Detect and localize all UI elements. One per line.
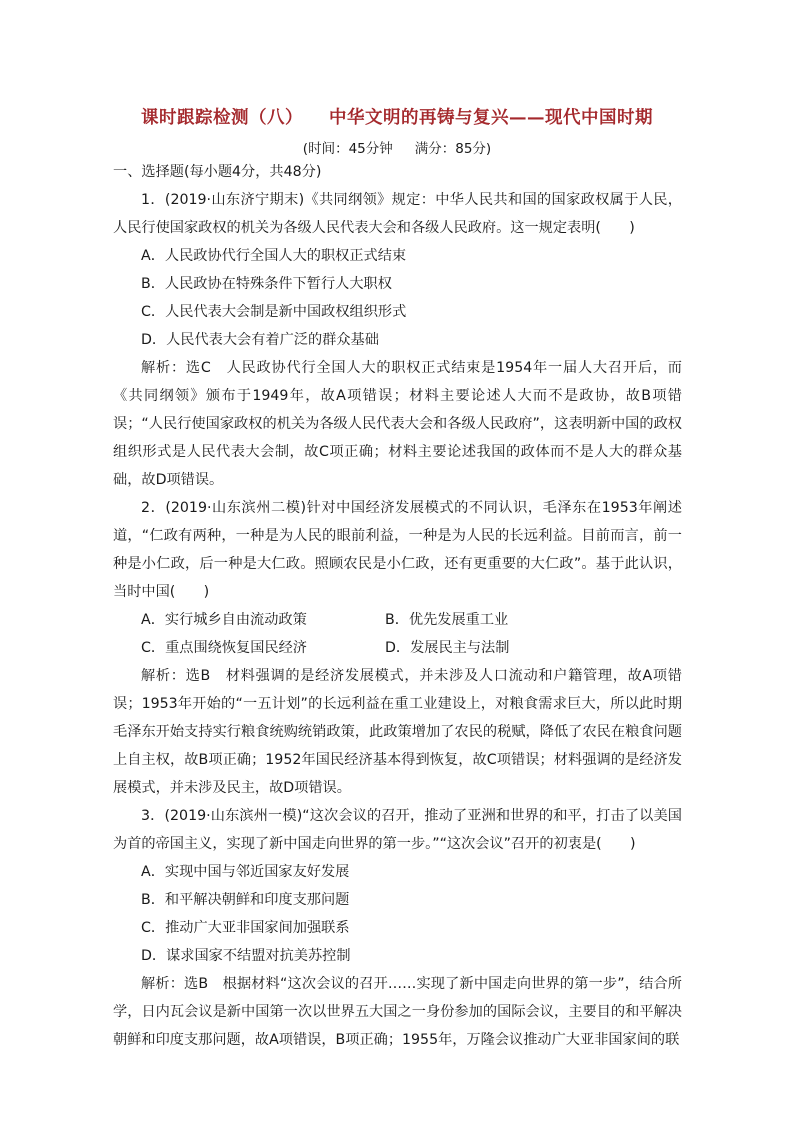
question-3-option-a: A．实现中国与邻近国家友好发展 <box>141 864 350 880</box>
question-3-option-c: C．推动广大亚非国家间加强联系 <box>141 920 350 936</box>
question-1-option-a: A．人民政协代行全国人大的职权正式结束 <box>141 248 407 264</box>
question-1-option-c: C．人民代表大会制是新中国政权组织形式 <box>141 304 407 320</box>
question-1-stem: 1．(2019·山东济宁期末)《共同纲领》规定：中华人民共和国的国家政权属于人民，人民行使国家政权的机关为各级人民代表大会和各级人民政府。这一规定表明( ) <box>113 192 682 236</box>
question-3-analysis: 解析：选B 根据材料“这次会议的召开……实现了新中国走向世界的第一步”，结合所学，日内瓦会议是新中国第一次以世界五大国之一身份参加的国际会议，主要目的和平解决朝鲜和印度支那问题，故A项错误，B项正确；1955年，万隆会议推动广大亚非国家间的联 <box>113 976 682 1048</box>
question-2-analysis: 解析：选B 材料强调的是经济发展模式，并未涉及人口流动和户籍管理，故A项错误；1953年开始的“一五计划”的长远利益在重工业建设上，对粮食需求巨大，所以此时期毛泽东开始支持实行粮食统购统销政策，此政策增加了农民的税赋，降低了农民在粮食问题上自主权，故B项正确；1952年国民经济基本得到恢复，故C项错误；材料强调的是经济发展模式，并未涉及民主，故D项错误。 <box>113 668 682 796</box>
page-title <box>0 104 794 129</box>
question-2-option-d: D．发展民主与法制 <box>385 640 510 656</box>
time-limit: (时间：45分钟 <box>302 141 393 157</box>
title-right: 中华文明的再铸与复兴——现代中国时期 <box>329 108 653 128</box>
question-3-stem: 3．(2019·山东滨州一模)“这次会议的召开，推动了亚洲和世界的和平，打击了以美国为首的帝国主义，实现了新中国走向世界的第一步。”“这次会议”召开的初衷是( ) <box>113 808 682 852</box>
question-1-option-d: D．人民代表大会有着广泛的群众基础 <box>141 332 379 348</box>
total-score: 满分：85分) <box>414 141 492 157</box>
question-3-option-d: D．谋求国家不结盟对抗美苏控制 <box>141 948 351 964</box>
question-2-options-row-2 <box>113 634 682 662</box>
question-2-options-row-1 <box>113 606 682 634</box>
question-2-option-b: B．优先发展重工业 <box>385 612 509 628</box>
question-3-option-b: B．和平解决朝鲜和印度支那问题 <box>141 892 350 908</box>
title-left: 课时跟踪检测（八） <box>141 108 303 128</box>
question-2-option-a: A．实行城乡自由流动政策 <box>141 612 307 628</box>
document-body <box>113 158 682 1054</box>
question-1-option-b: B．人民政协在特殊条件下暂行人大职权 <box>141 276 392 292</box>
question-2-option-c: C．重点围绕恢复国民经济 <box>141 640 307 656</box>
question-2-stem: 2．(2019·山东滨州二模)针对中国经济发展模式的不同认识，毛泽东在1953年阐述道，“仁政有两种，一种是为人民的眼前利益，一种是为人民的长远利益。目前而言，前一种是小仁政，后一种是大仁政。照顾农民是小仁政，还有更重要的大仁政”。基于此认识，当时中国( ) <box>113 500 682 600</box>
section-heading: 一、选择题(每小题4分，共48分) <box>113 164 322 180</box>
exam-meta <box>0 137 794 157</box>
question-1-analysis: 解析：选C 人民政协代行全国人大的职权正式结束是1954年一届人大召开后，而《共同纲领》颁布于1949年，故A项错误；材料主要论述人大而不是政协，故B项错误；“人民行使国家政权的机关为各级人民代表大会和各级人民政府”，这表明新中国的政权组织形式是人民代表大会制，故C项正确；材料主要论述我国的政体而不是人大的群众基础，故D项错误。 <box>113 360 682 488</box>
